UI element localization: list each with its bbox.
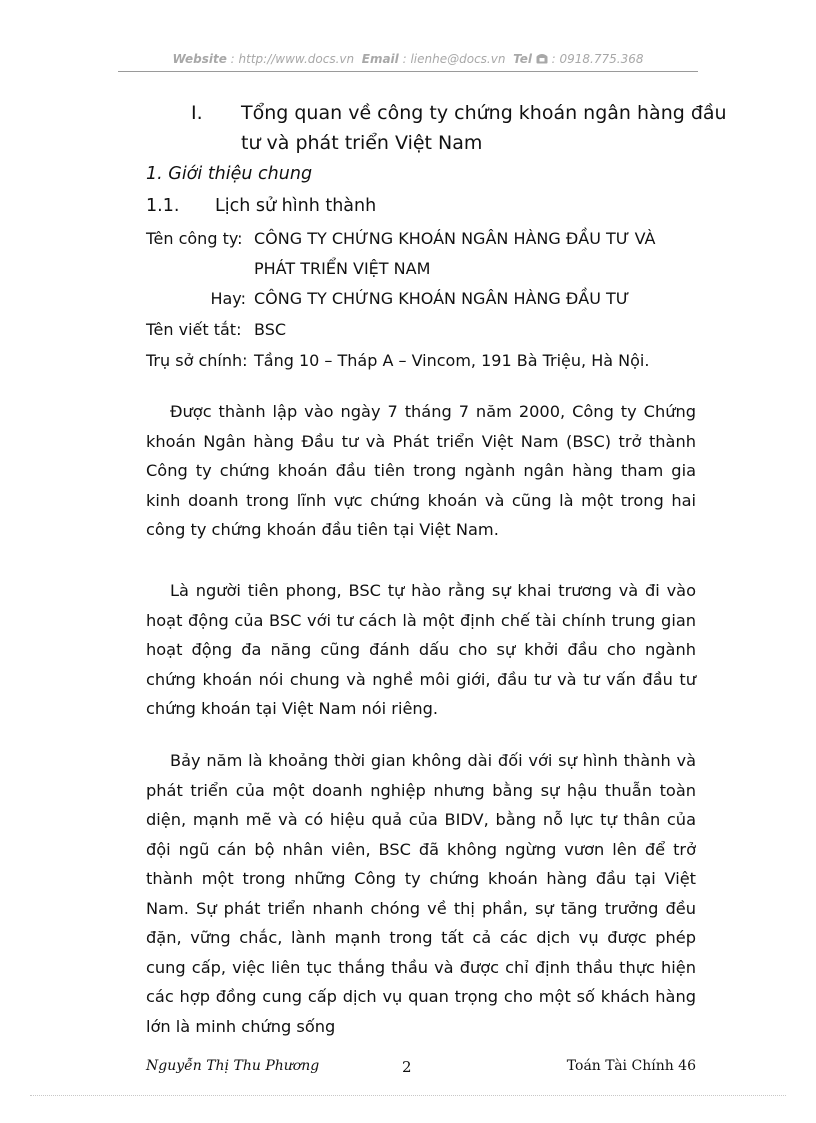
body-paragraph: Là người tiên phong, BSC tự hào rằng sự khai trương và đi vào hoạt động của BSC với tư cách là một định chế tài chính trung gian hoạt động đa năng cũng đánh dấu cho sự khởi đầu cho ngành chứng khoán nói chung và nghề môi giới, đầu tư và tư vấn đầu tư chứng khoán tại Việt Nam nói riêng. <box>146 581 696 718</box>
page-header <box>120 52 696 67</box>
body-paragraph: Được thành lập vào ngày 7 tháng 7 năm 2000, Công ty Chứng khoán Ngân hàng Đầu tư và Phát triển Việt Nam (BSC) trở thành Công ty chứng khoán đầu tiên trong ngành ngân hàng tham gia kinh doanh trong lĩnh vực chứng khoán và cũng là một trong hai công ty chứng khoán đầu tiên tại Việt Nam. <box>146 402 696 539</box>
tel-value: : 0918.775.368 <box>551 52 644 66</box>
section-title-line1: Tổng quan về công ty chứng khoán ngân hàng đầu <box>241 102 727 124</box>
section-number: I. <box>191 102 203 124</box>
subsection-title: 1. Giới thiệu chung <box>146 164 313 184</box>
subsubsection-number: 1.1. <box>146 196 180 216</box>
company-name-label: Tên công ty: <box>146 229 243 248</box>
phone-icon <box>536 53 548 67</box>
header-divider <box>118 71 698 72</box>
footer-course: Toán Tài Chính 46 <box>566 1058 696 1074</box>
subsubsection-title: Lịch sử hình thành <box>215 196 377 216</box>
footer-author: Nguyễn Thị Thu Phương <box>146 1058 320 1074</box>
company-abbr-label: Tên viết tắt: <box>146 320 242 339</box>
email-label: Email <box>361 52 399 66</box>
company-hq-value: Tầng 10 – Tháp A – Vincom, 191 Bà Triệu, Hà Nội. <box>254 351 650 370</box>
company-name-line1: CÔNG TY CHỨNG KHOÁN NGÂN HÀNG ĐẦU TƯ VÀ <box>254 229 656 248</box>
company-alt-label: Hay: <box>210 289 246 308</box>
company-alt-value: CÔNG TY CHỨNG KHOÁN NGÂN HÀNG ĐẦU TƯ <box>254 289 630 308</box>
tel-label: Tel <box>513 52 532 66</box>
email-value[interactable]: : lienhe@docs.vn <box>402 52 506 66</box>
page-number: 2 <box>402 1058 412 1076</box>
footer-divider <box>30 1095 786 1096</box>
website-url[interactable]: : http://www.docs.vn <box>230 52 355 66</box>
company-abbr-value: BSC <box>254 320 287 339</box>
section-title-line2: tư và phát triển Việt Nam <box>241 132 483 154</box>
company-name-line2: PHÁT TRIỂN VIỆT NAM <box>254 259 431 278</box>
company-hq-label: Trụ sở chính: <box>146 351 248 370</box>
body-paragraph: Bảy năm là khoảng thời gian không dài đối với sự hình thành và phát triển của một doanh nghiệp nhưng bằng sự hậu thuẫn toàn diện, mạnh mẽ và có hiệu quả của BIDV, bằng nỗ lực tự thân của đội ngũ cán bộ nhân viên, BSC đã không ngừng vươn lên để trở thành một trong những Công ty chứng khoán hàng đầu tại Việt Nam. Sự phát triển nhanh chóng về thị phần, sự tăng trưởng đều đặn, vững chắc, lành mạnh trong tất cả các dịch vụ được phép cung cấp, việc liên tục thắng thầu và được chỉ định thầu thực hiện các hợp đồng cung cấp dịch vụ quan trọng cho một số khách hàng lớn là minh chứng sống <box>146 751 696 1036</box>
website-label: Website <box>172 52 227 66</box>
